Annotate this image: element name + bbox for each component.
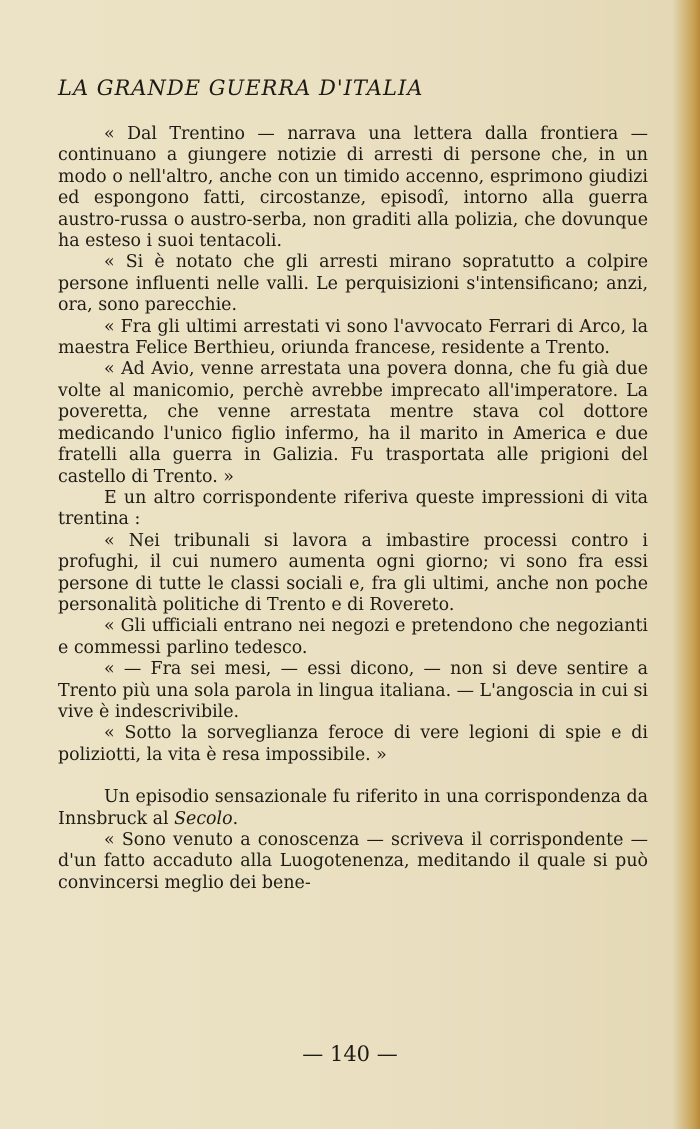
paragraph-10-end: .	[232, 808, 239, 829]
paragraph-8: « — Fra sei mesi, — essi dicono, — non si deve sentire a Trento più una sola parola in lingua italiana. — L'angoscia in cui si vive è indescrivibile.	[58, 659, 648, 722]
paragraph-2: « Si è notato che gli arresti mirano sopratutto a colpire persone influenti nelle valli. Le perquisizioni s'intensificano; anzi, ora, sono parecchie.	[58, 252, 648, 316]
page-number: — 140 —	[302, 1042, 398, 1066]
body-text	[58, 124, 648, 894]
paragraph-6: « Nei tribunali si lavora a imbastire processi contro i profughi, il cui numero aumenta ogni giorno; vi sono fra essi persone di tutte le classi sociali e, fra gli ultimi, anche non poche personalità politiche di Trento e di Rovereto.	[58, 530, 648, 615]
paragraph-4: « Ad Avio, venne arrestata una povera donna, che fu già due volte al manicomio, perchè avrebbe imprecato all'imperatore. La poveretta, che venne arrestata mentre stava col dottore medicando l'unico figlio infermo, ha il marito in America e due fratelli alla guerra in Galizia. Fu trasportata alle prigioni del castello di Trento. »	[58, 359, 648, 487]
paragraph-10	[58, 787, 648, 830]
paragraph-7: « Gli ufficiali entrano nei negozi e pretendono che negozianti e commessi parlino tedesco.	[58, 616, 648, 658]
paragraph-10-text: Un episodio sensazionale fu riferito in una corrispondenza da Innsbruck al	[58, 787, 648, 829]
paragraph-1: « Dal Trentino — narrava una lettera dalla frontiera — continuano a giungere notizie di arresti di persone che, in un modo o nell'altro, anche con un timido accenno, esprimono giudizi ed espongono fatti, circostanze, episodî, intorno alla guerra austro-russa o austro-serba, non graditi alla polizia, che dovunque ha esteso i suoi tentacoli.	[58, 124, 648, 252]
running-title: LA GRANDE GUERRA D'ITALIA	[58, 76, 424, 100]
paragraph-5: E un altro corrispondente riferiva queste impressioni di vita trentina :	[58, 487, 648, 530]
paragraph-11: « Sono venuto a conoscenza — scriveva il corrispondente — d'un fatto accaduto alla Luogotenenza, meditando il quale si può convincersi meglio dei bene-	[58, 830, 648, 893]
paragraph-3: « Fra gli ultimi arrestati vi sono l'avvocato Ferrari di Arco, la maestra Felice Berthieu, oriunda francese, residente a Trento.	[58, 316, 648, 359]
newspaper-title: Secolo	[174, 808, 233, 829]
paragraph-9: « Sotto la sorveglianza feroce di vere legioni di spie e di poliziotti, la vita è resa impossibile. »	[58, 723, 648, 765]
